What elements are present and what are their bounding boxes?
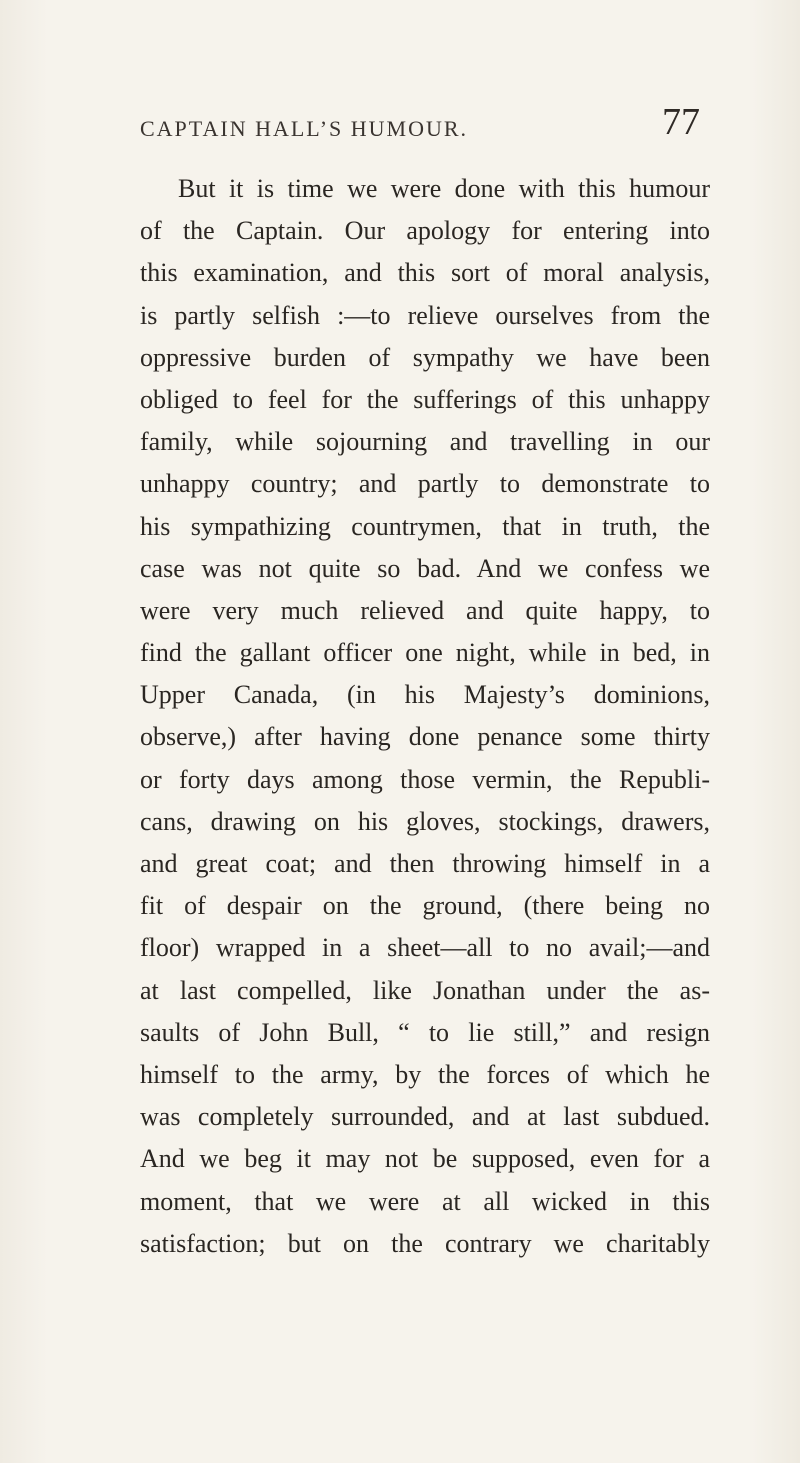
text-line: his sympathizing countrymen, that in truth, the	[140, 511, 710, 541]
page-header	[140, 100, 700, 160]
text-line: obliged to feel for the sufferings of this unhappy	[140, 384, 710, 414]
text-line: family, while sojourning and travelling in our	[140, 427, 710, 457]
text-line: unhappy country; and partly to demonstrate to	[140, 469, 710, 499]
text-line: this examination, and this sort of moral analysis,	[140, 258, 710, 288]
text-line: of the Captain. Our apology for entering into	[140, 216, 710, 246]
text-line: floor) wrapped in a sheet—all to no avail;—and	[140, 933, 710, 963]
text-line: himself to the army, by the forces of which he	[140, 1059, 710, 1089]
running-head: CAPTAIN HALL’S HUMOUR.	[140, 116, 469, 141]
text-line: cans, drawing on his gloves, stockings, drawers,	[140, 806, 710, 836]
text-line: was completely surrounded, and at last subdued.	[140, 1102, 710, 1132]
text-line: case was not quite so bad. And we confess we	[140, 553, 710, 583]
text-line: saults of John Bull, “ to lie still,” and resign	[140, 1017, 710, 1047]
text-line: observe,) after having done penance some thirty	[140, 722, 710, 752]
page-number: 77	[662, 101, 700, 143]
text-line: satisfaction; but on the contrary we charitably	[140, 1228, 710, 1258]
text-line: Upper Canada, (in his Majesty’s dominions,	[140, 680, 710, 710]
text-line: oppressive burden of sympathy we have been	[140, 342, 710, 372]
text-line: is partly selfish :—to relieve ourselves from the	[140, 300, 710, 330]
text-line: But it is time we were done with this humour	[178, 174, 710, 203]
text-line: And we beg it may not be supposed, even for a	[140, 1144, 710, 1174]
text-line: moment, that we were at all wicked in this	[140, 1186, 710, 1216]
text-line: find the gallant officer one night, while in bed, in	[140, 638, 710, 668]
text-line: at last compelled, like Jonathan under the as-	[140, 975, 710, 1005]
text-line: fit of despair on the ground, (there being no	[140, 891, 710, 921]
body-text	[140, 168, 710, 1265]
text-line: and great coat; and then throwing himself in a	[140, 849, 710, 878]
text-line: were very much relieved and quite happy, to	[140, 595, 710, 625]
text-line: or forty days among those vermin, the Republi-	[140, 764, 710, 794]
